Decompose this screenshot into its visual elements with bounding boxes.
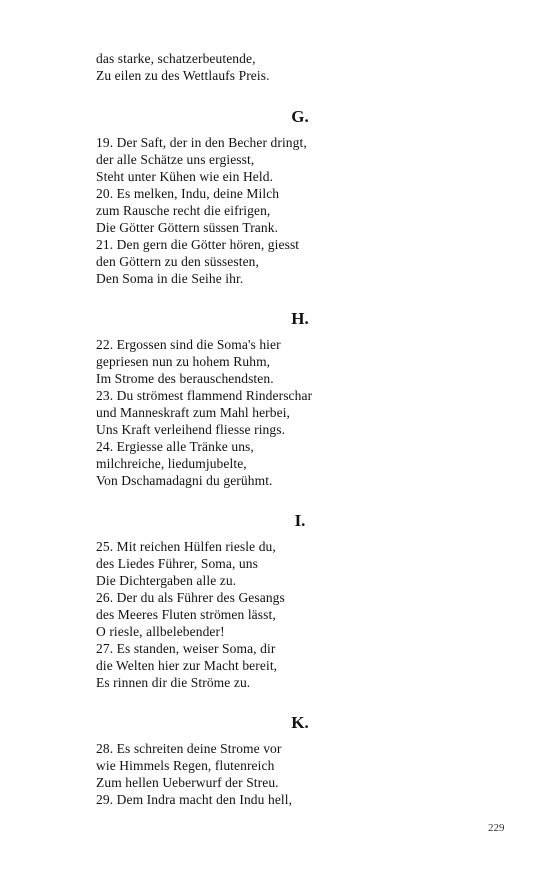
- verse-line: die Welten hier zur Macht bereit,: [96, 658, 278, 673]
- verse-line: zum Rausche recht die eifrigen,: [96, 203, 271, 218]
- section-heading-h: H.: [291, 309, 309, 328]
- section-heading-k: K.: [291, 713, 309, 732]
- verse-line: Zu eilen zu des Wettlaufs Preis.: [96, 68, 270, 83]
- verse-line: und Manneskraft zum Mahl herbei,: [96, 405, 291, 420]
- verse-line: 29. Dem Indra macht den Indu hell,: [96, 792, 293, 807]
- verse-line: Es rinnen dir die Ströme zu.: [96, 675, 251, 690]
- verse-line: milchreiche, liedumjubelte,: [96, 456, 247, 471]
- section-heading-g: G.: [291, 107, 309, 126]
- verse-block-h: [96, 336, 516, 489]
- verse-line: Im Strome des berauschendsten.: [96, 371, 274, 386]
- verse-line: Zum hellen Ueberwurf der Streu.: [96, 775, 279, 790]
- verse-line: des Meeres Fluten strömen lässt,: [96, 607, 276, 622]
- verse-block-i: [96, 538, 516, 691]
- verse-line: wie Himmels Regen, flutenreich: [96, 758, 275, 773]
- verse-line: Den Soma in die Seihe ihr.: [96, 271, 244, 286]
- verse-line: 28. Es schreiten deine Strome vor: [96, 741, 282, 756]
- verse-line: Von Dschamadagni du gerühmt.: [96, 473, 273, 488]
- verse-line: 23. Du strömest flammend Rinderschar: [96, 388, 313, 403]
- verse-line: O riesle, allbelebender!: [96, 624, 225, 639]
- verse-line: den Göttern zu den süssesten,: [96, 254, 259, 269]
- verse-line: Die Dichtergaben alle zu.: [96, 573, 237, 588]
- verse-line: 21. Den gern die Götter hören, giesst: [96, 237, 300, 252]
- verse-line: 22. Ergossen sind die Soma's hier: [96, 337, 281, 352]
- verse-line: des Liedes Führer, Soma, uns: [96, 556, 258, 571]
- verse-line: gepriesen nun zu hohem Ruhm,: [96, 354, 271, 369]
- verse-line: 26. Der du als Führer des Gesangs: [96, 590, 285, 605]
- verse-line: 20. Es melken, Indu, deine Milch: [96, 186, 280, 201]
- verse-block-k: [96, 740, 516, 808]
- verse-line: 27. Es standen, weiser Soma, dir: [96, 641, 276, 656]
- section-heading-i: I.: [294, 511, 306, 530]
- verse-line: 24. Ergiesse alle Tränke uns,: [96, 439, 254, 454]
- verse-line: das starke, schatzerbeutende,: [96, 51, 256, 66]
- verse-line: Uns Kraft verleihend fliesse rings.: [96, 422, 286, 437]
- verse-block-g: [96, 134, 516, 287]
- verse-line: der alle Schätze uns ergiesst,: [96, 152, 255, 167]
- verse-block-continuation: [96, 50, 516, 84]
- verse-line: Die Götter Göttern süssen Trank.: [96, 220, 279, 235]
- verse-line: 19. Der Saft, der in den Becher dringt,: [96, 135, 307, 150]
- page-number: 229: [488, 822, 505, 834]
- verse-line: 25. Mit reichen Hülfen riesle du,: [96, 539, 276, 554]
- verse-line: Steht unter Kühen wie ein Held.: [96, 169, 274, 184]
